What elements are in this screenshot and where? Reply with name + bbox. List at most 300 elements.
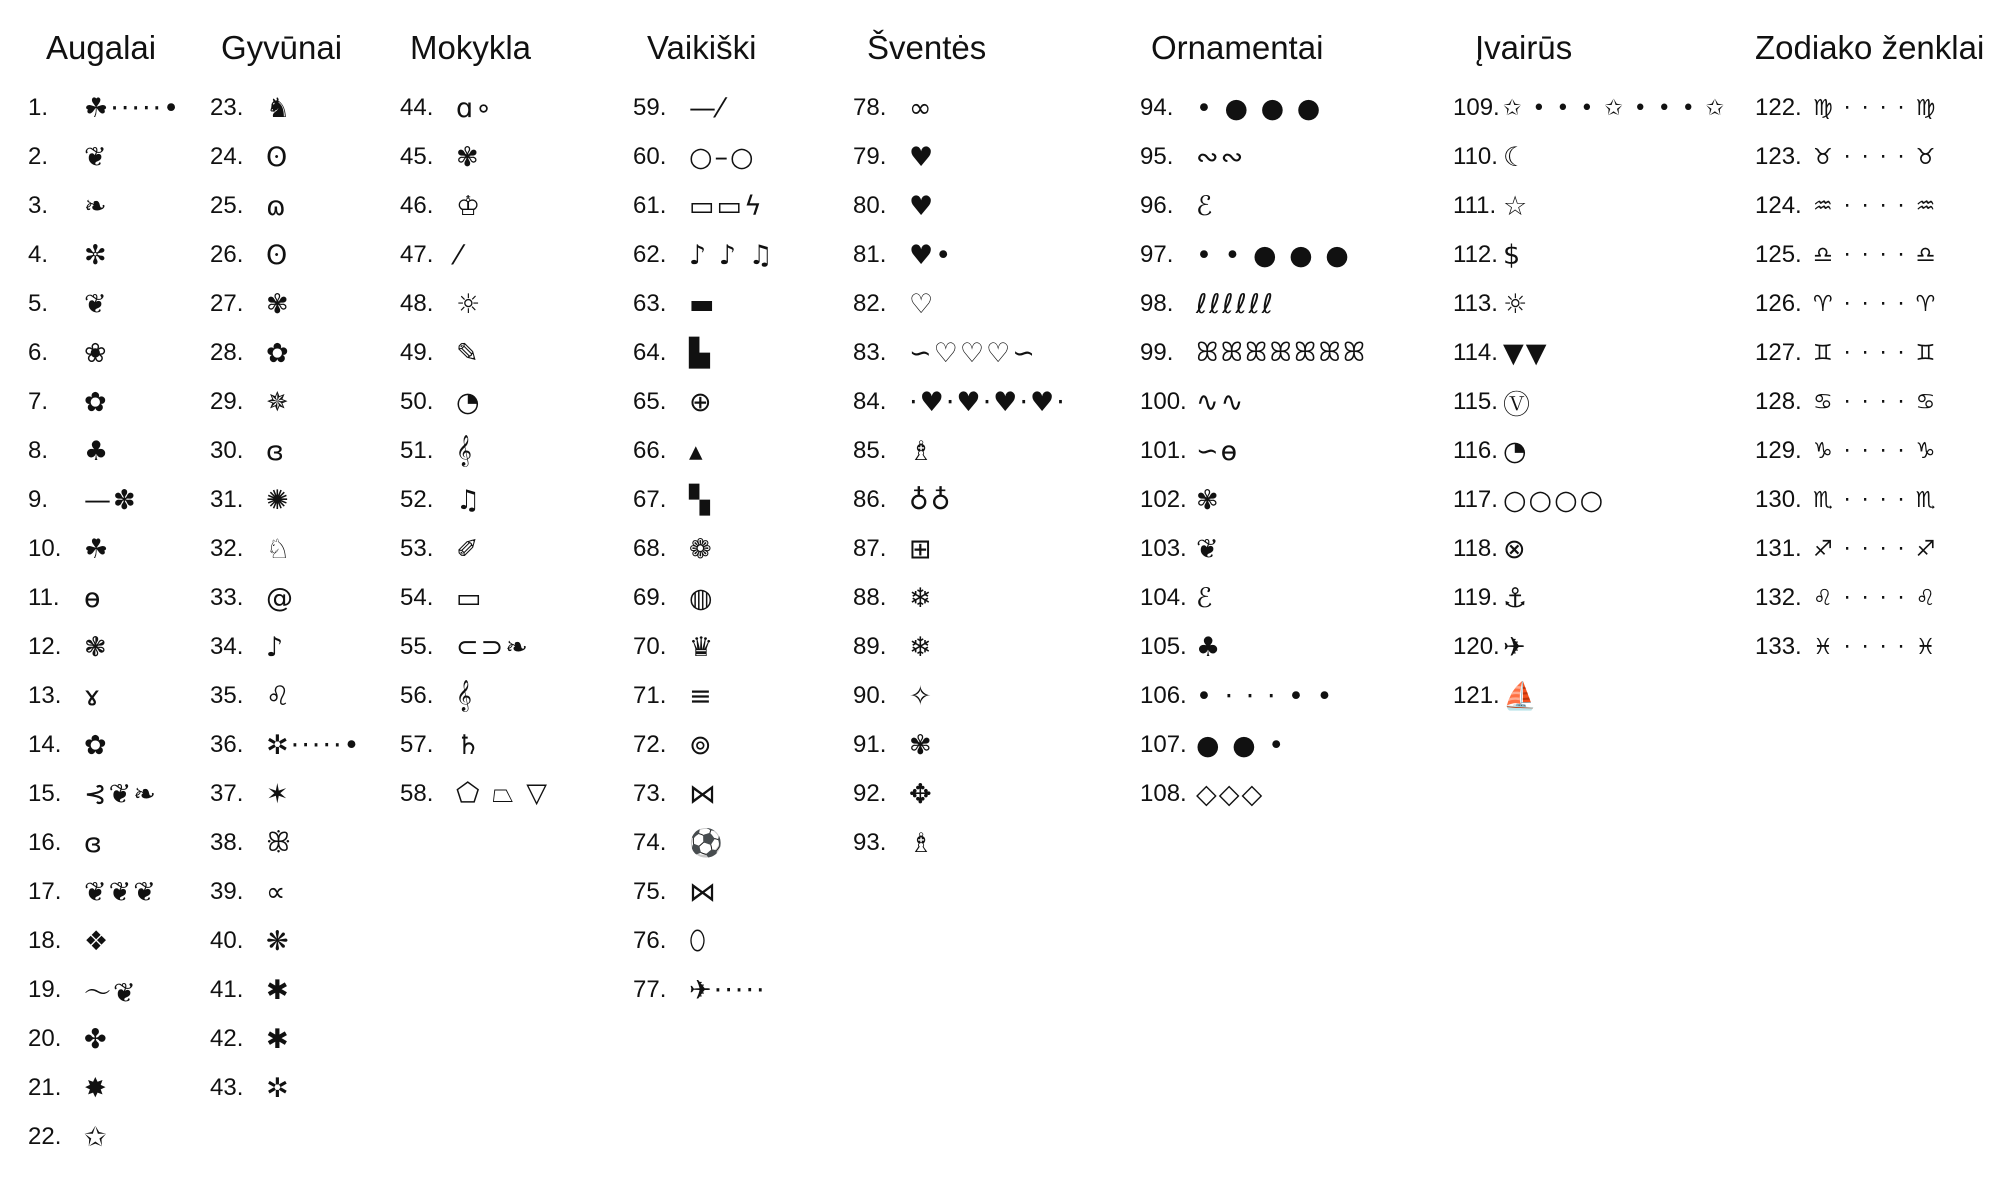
item-number: 78.: [853, 94, 887, 121]
item-number: 75.: [633, 878, 667, 905]
column-title: Mokykla: [410, 29, 532, 66]
item-number: 111.: [1453, 192, 1497, 219]
symbol-item: [1140, 527, 1430, 571]
item-number: 18.: [28, 927, 62, 954]
item-number: 86.: [853, 486, 887, 513]
symbol-icon: ♣: [84, 435, 111, 467]
symbol-icon: ♌: [266, 680, 293, 712]
symbol-icon: ◔: [456, 386, 482, 418]
symbol-icon: ✧: [909, 680, 934, 712]
symbol-icon: ⊗: [1503, 533, 1528, 565]
symbol-icon: ∾∾: [1196, 141, 1246, 173]
item-number: 123.: [1755, 143, 1802, 170]
item-number: 118.: [1453, 535, 1498, 562]
symbol-icon: ∿∿: [1196, 386, 1246, 418]
item-number: 23.: [210, 94, 244, 121]
symbol-item: [1140, 135, 1430, 179]
symbol-item: [1140, 282, 1430, 326]
symbol-icon: ꕤꕤꕤꕤꕤꕤꕤ: [1196, 337, 1368, 368]
symbol-item: [633, 968, 923, 1012]
symbol-item: [1453, 331, 1743, 375]
symbol-icon: ◇◇◇: [1196, 778, 1265, 810]
symbol-icon: ꕥ: [266, 827, 294, 858]
item-number: 21.: [28, 1074, 62, 1101]
item-number: 40.: [210, 927, 244, 954]
symbol-icon: ♗: [909, 435, 936, 467]
symbol-item: [210, 870, 500, 914]
symbol-icon: ✎: [456, 337, 481, 369]
symbol-icon: ⛵: [1503, 681, 1539, 712]
item-number: 107.: [1140, 731, 1187, 758]
item-number: 50.: [400, 388, 434, 415]
symbol-icon: ～❦: [84, 977, 138, 1009]
item-number: 39.: [210, 878, 244, 905]
symbol-icon: ▴: [689, 435, 705, 467]
symbol-icon: ⊚: [689, 729, 714, 761]
symbol-icon: ✾: [266, 288, 291, 320]
symbol-icon: ☆: [1503, 190, 1530, 222]
symbol-icon: ✈·⋅·⋅·: [689, 974, 767, 1006]
symbol-icon: ● ● •: [1196, 729, 1287, 761]
item-number: 57.: [400, 731, 434, 758]
symbol-item: [1140, 184, 1430, 228]
symbol-icon: • • ● ● ●: [1196, 239, 1351, 271]
item-number: 79.: [853, 143, 887, 170]
item-number: 128.: [1755, 388, 1802, 415]
item-number: 112.: [1453, 241, 1498, 268]
symbol-icon: ✥: [909, 778, 934, 810]
item-number: 56.: [400, 682, 434, 709]
item-number: 89.: [853, 633, 887, 660]
symbol-item: [853, 282, 1143, 326]
symbol-icon: ✿: [84, 386, 109, 418]
symbol-icon: ♪ ♪ ♫: [689, 239, 775, 271]
item-number: 84.: [853, 388, 887, 415]
symbol-icon: ▭: [456, 582, 484, 614]
symbol-item: [1140, 86, 1430, 130]
item-number: 22.: [28, 1123, 62, 1150]
symbol-icon: ❦❦❦: [84, 876, 158, 908]
item-number: 132.: [1755, 584, 1802, 611]
symbol-icon: ❄: [909, 582, 934, 614]
item-number: 88.: [853, 584, 887, 611]
symbol-icon: ⊕: [689, 386, 714, 418]
symbol-item: [1140, 723, 1430, 767]
symbol-icon: ✱: [266, 1023, 291, 1055]
item-number: 77.: [633, 976, 667, 1003]
symbol-icon: ʘ: [266, 239, 290, 271]
item-number: 8.: [28, 437, 49, 464]
symbol-item: [1453, 625, 1743, 669]
item-number: 90.: [853, 682, 887, 709]
symbol-icon: ✾: [909, 729, 934, 761]
item-number: 64.: [633, 339, 667, 366]
symbol-icon: ✐: [456, 533, 481, 565]
item-number: 70.: [633, 633, 667, 660]
item-number: 68.: [633, 535, 667, 562]
item-number: 113.: [1453, 290, 1498, 317]
symbol-icon: ♐ ⋅ ⋅ ⋅ ⋅ ♐: [1813, 536, 1938, 562]
symbol-item: [1140, 478, 1430, 522]
item-number: 114.: [1453, 339, 1498, 366]
item-number: 1.: [28, 94, 49, 121]
symbol-icon: ❃: [84, 631, 109, 663]
symbol-icon: ♁♁: [909, 484, 953, 516]
item-number: 61.: [633, 192, 667, 219]
symbol-item: [1140, 380, 1430, 424]
item-number: 34.: [210, 633, 244, 660]
symbol-icon: ℰ: [1196, 582, 1215, 614]
symbol-icon: ▭▭ϟ: [689, 190, 764, 222]
symbol-icon: ♏ ⋅ ⋅ ⋅ ⋅ ♏: [1813, 487, 1938, 513]
item-number: 9.: [28, 486, 49, 513]
item-number: 5.: [28, 290, 49, 317]
item-number: 95.: [1140, 143, 1174, 170]
symbol-icon: ☼: [456, 288, 483, 320]
symbol-icon: ♊ ⋅ ⋅ ⋅ ⋅ ♊: [1813, 340, 1938, 366]
symbol-item: [1755, 135, 2000, 179]
symbol-icon: ✩ • • • ✩ • • • ✩: [1503, 95, 1727, 121]
item-number: 122.: [1755, 94, 1802, 121]
item-number: 37.: [210, 780, 244, 807]
symbol-item: [853, 135, 1143, 179]
item-number: 73.: [633, 780, 667, 807]
symbol-icon: ▚: [689, 484, 712, 516]
item-number: 121.: [1453, 682, 1500, 709]
symbol-item: [1755, 625, 2000, 669]
symbol-icon: ◔: [1503, 435, 1529, 467]
item-number: 110.: [1453, 143, 1498, 170]
symbol-icon: ❖: [84, 925, 111, 957]
symbol-icon: ✸: [84, 1072, 109, 1104]
column-title: Šventės: [867, 29, 987, 66]
symbol-icon: ✺: [266, 484, 291, 516]
item-number: 87.: [853, 535, 887, 562]
symbol-icon: ɵ: [84, 582, 103, 614]
item-number: 119.: [1453, 584, 1498, 611]
item-number: 29.: [210, 388, 244, 415]
item-number: 35.: [210, 682, 244, 709]
item-number: 60.: [633, 143, 667, 170]
symbol-icon: ɑ∘: [456, 92, 495, 124]
symbol-icon: ♥: [909, 141, 936, 173]
symbol-icon: ✿: [84, 729, 109, 761]
item-number: 82.: [853, 290, 887, 317]
symbol-item: [1453, 576, 1743, 620]
symbol-icon: ⋈: [689, 876, 718, 908]
symbol-item: [853, 478, 1143, 522]
item-number: 28.: [210, 339, 244, 366]
symbol-icon: ♞: [266, 92, 293, 124]
symbol-icon: ∽ɵ: [1196, 435, 1240, 467]
symbol-item: [1140, 625, 1430, 669]
item-number: 31.: [210, 486, 244, 513]
item-number: 11.: [28, 584, 60, 611]
symbol-item: [1140, 331, 1430, 375]
symbol-icon: Ⓥ: [1503, 389, 1532, 421]
item-number: 6.: [28, 339, 49, 366]
symbol-icon: @: [266, 582, 295, 614]
item-number: 3.: [28, 192, 49, 219]
symbol-icon: ♪: [266, 631, 286, 663]
item-number: 103.: [1140, 535, 1187, 562]
item-number: 106.: [1140, 682, 1187, 709]
symbol-icon: ♫: [456, 484, 483, 516]
symbol-icon: ⋅♥⋅♥⋅♥⋅♥⋅: [909, 386, 1067, 418]
symbol-icon: ∞: [909, 92, 934, 124]
item-number: 54.: [400, 584, 434, 611]
item-number: 45.: [400, 143, 434, 170]
symbol-icon: ✱: [266, 974, 291, 1006]
item-number: 116.: [1453, 437, 1498, 464]
symbol-item: [633, 919, 923, 963]
item-number: 7.: [28, 388, 49, 415]
symbol-icon: 𝄞: [456, 435, 474, 466]
item-number: 62.: [633, 241, 667, 268]
symbol-item: [853, 821, 1143, 865]
item-number: 2.: [28, 143, 49, 170]
symbol-icon: ⁄: [456, 239, 463, 271]
item-number: 65.: [633, 388, 667, 415]
column-title: Gyvūnai: [221, 29, 343, 66]
item-number: 47.: [400, 241, 434, 268]
symbol-icon: ❦: [84, 141, 109, 173]
symbol-item: [1140, 233, 1430, 277]
symbol-icon: ❀: [84, 337, 109, 369]
symbol-item: [1755, 576, 2000, 620]
symbol-icon: ɷ: [266, 190, 288, 222]
item-number: 13.: [28, 682, 62, 709]
symbol-icon: ⚽: [689, 828, 725, 859]
symbol-item: [1453, 86, 1743, 130]
symbol-icon: • ● ● ●: [1196, 92, 1323, 124]
symbol-item: [1755, 380, 2000, 424]
symbol-icon: ✶: [266, 778, 291, 810]
item-number: 26.: [210, 241, 244, 268]
symbol-item: [1453, 527, 1743, 571]
item-number: 30.: [210, 437, 244, 464]
symbol-icon: ɞ: [84, 827, 104, 859]
symbol-icon: ♥: [909, 190, 936, 222]
symbol-item: [210, 1017, 500, 1061]
symbol-icon: $: [1503, 239, 1523, 271]
item-number: 63.: [633, 290, 667, 317]
symbol-icon: ⋈: [689, 778, 718, 810]
item-number: 58.: [400, 780, 434, 807]
symbol-icon: ♎ ⋅ ⋅ ⋅ ⋅ ♎: [1813, 242, 1938, 268]
symbol-icon: • ⋅ ⋅ ⋅ • •: [1196, 680, 1335, 712]
symbol-icon: ℓℓℓℓℓℓ: [1196, 288, 1275, 320]
item-number: 101.: [1140, 437, 1187, 464]
symbol-icon: ɞ: [266, 435, 286, 467]
symbol-icon: ❧: [84, 190, 109, 222]
item-number: 74.: [633, 829, 667, 856]
symbol-icon: ❦: [1196, 533, 1221, 565]
symbol-item: [1453, 478, 1743, 522]
symbol-icon: ✿: [266, 337, 291, 369]
item-number: 83.: [853, 339, 887, 366]
symbol-item: [210, 968, 500, 1012]
item-number: 49.: [400, 339, 434, 366]
symbol-icon: ♡: [909, 288, 936, 320]
symbol-icon: ♥•: [909, 239, 954, 271]
symbol-icon: ≡: [689, 680, 714, 712]
symbol-item: [853, 86, 1143, 130]
item-number: 46.: [400, 192, 434, 219]
symbol-icon: ♗: [909, 827, 936, 859]
item-number: 44.: [400, 94, 434, 121]
item-number: 133.: [1755, 633, 1802, 660]
symbol-icon: ▼▼: [1503, 337, 1549, 369]
column-title: Vaikiški: [647, 29, 757, 66]
symbol-icon: ♌ ⋅ ⋅ ⋅ ⋅ ♌: [1813, 585, 1938, 611]
symbol-item: [853, 380, 1143, 424]
symbol-icon: ◍: [689, 582, 715, 614]
item-number: 52.: [400, 486, 434, 513]
item-number: 48.: [400, 290, 434, 317]
symbol-icon: ♔: [456, 190, 483, 222]
symbol-item: [1140, 674, 1430, 718]
item-number: 32.: [210, 535, 244, 562]
item-number: 96.: [1140, 192, 1174, 219]
item-number: 98.: [1140, 290, 1174, 317]
symbol-item: [853, 233, 1143, 277]
symbol-icon: ○○○○: [1503, 484, 1606, 516]
item-number: 129.: [1755, 437, 1802, 464]
item-number: 108.: [1140, 780, 1187, 807]
symbol-icon: ✈: [1503, 631, 1528, 663]
item-number: 69.: [633, 584, 667, 611]
item-number: 42.: [210, 1025, 244, 1052]
symbol-icon: ✲·⋅·⋅·•: [266, 729, 362, 761]
item-number: 36.: [210, 731, 244, 758]
item-number: 25.: [210, 192, 244, 219]
symbol-icon: ❦: [84, 288, 109, 320]
symbol-icon: ✤: [84, 1023, 109, 1055]
item-number: 27.: [210, 290, 244, 317]
item-number: 124.: [1755, 192, 1802, 219]
symbol-icon: ⬠ ⏢ ▽: [456, 778, 549, 809]
symbol-icon: ♋ ⋅ ⋅ ⋅ ⋅ ♋: [1813, 389, 1938, 415]
item-number: 14.: [28, 731, 62, 758]
item-number: 117.: [1453, 486, 1498, 513]
symbol-icon: ♣: [1196, 631, 1223, 663]
symbol-item: [1140, 576, 1430, 620]
item-number: 15.: [28, 780, 62, 807]
column-title: Augalai: [46, 29, 157, 66]
item-number: 4.: [28, 241, 49, 268]
symbol-item: [28, 1115, 318, 1159]
item-number: 19.: [28, 976, 62, 1003]
symbol-icon: —✽: [84, 484, 138, 516]
symbol-icon: ❄: [909, 631, 934, 663]
symbol-item: [1755, 282, 2000, 326]
item-number: 59.: [633, 94, 667, 121]
item-number: 41.: [210, 976, 244, 1003]
symbol-item: [1453, 429, 1743, 473]
item-number: 53.: [400, 535, 434, 562]
item-number: 97.: [1140, 241, 1174, 268]
symbol-icon: ∝: [266, 876, 288, 908]
symbol-item: [1755, 331, 2000, 375]
item-number: 67.: [633, 486, 667, 513]
item-number: 80.: [853, 192, 887, 219]
symbol-icon: ✲: [266, 1072, 291, 1104]
symbol-icon: ⚓: [1503, 582, 1530, 614]
item-number: 17.: [28, 878, 62, 905]
symbol-icon: ✾: [456, 141, 481, 173]
symbol-item: [853, 772, 1143, 816]
symbol-icon: ʘ: [266, 141, 290, 173]
column-title: Ornamentai: [1151, 29, 1324, 66]
symbol-icon: ▬: [689, 288, 717, 320]
column-title: Įvairūs: [1475, 29, 1573, 66]
symbol-icon: —⁄: [689, 92, 725, 124]
symbol-item: [853, 527, 1143, 571]
symbol-item: [1453, 135, 1743, 179]
symbol-item: [1755, 86, 2000, 130]
item-number: 109.: [1453, 94, 1500, 121]
symbol-item: [633, 870, 923, 914]
item-number: 81.: [853, 241, 887, 268]
item-number: 100.: [1140, 388, 1187, 415]
symbol-item: [853, 184, 1143, 228]
symbol-item: [1453, 184, 1743, 228]
item-number: 115.: [1453, 388, 1498, 415]
symbol-item: [853, 625, 1143, 669]
item-number: 10.: [28, 535, 62, 562]
symbol-icon: ✩: [84, 1121, 109, 1153]
symbol-item: [1140, 772, 1430, 816]
symbol-item: [853, 723, 1143, 767]
symbol-item: [1453, 380, 1743, 424]
symbol-item: [1453, 282, 1743, 326]
item-number: 94.: [1140, 94, 1174, 121]
symbol-item: [1755, 527, 2000, 571]
symbol-item: [853, 674, 1143, 718]
symbol-icon: ♄: [456, 729, 483, 761]
symbol-icon: ☾: [1503, 141, 1530, 173]
symbol-item: [1453, 233, 1743, 277]
symbol-icon: ⊰❦❧: [84, 778, 158, 810]
item-number: 102.: [1140, 486, 1187, 513]
item-number: 104.: [1140, 584, 1187, 611]
item-number: 72.: [633, 731, 667, 758]
item-number: 120.: [1453, 633, 1500, 660]
item-number: 66.: [633, 437, 667, 464]
item-number: 99.: [1140, 339, 1174, 366]
symbol-icon: ☘: [84, 533, 111, 565]
item-number: 105.: [1140, 633, 1187, 660]
symbol-icon: ❋: [266, 925, 291, 957]
symbol-icon: ♓ ⋅ ⋅ ⋅ ⋅ ♓: [1813, 634, 1938, 660]
symbol-item: [210, 919, 500, 963]
item-number: 38.: [210, 829, 244, 856]
symbol-icon: ♉ ⋅ ⋅ ⋅ ⋅ ♉: [1813, 144, 1938, 170]
symbol-icon: ○–○: [689, 141, 756, 173]
symbol-icon: ♍ ⋅ ⋅ ⋅ ⋅ ♍: [1813, 95, 1938, 121]
symbol-icon: ∽♡♡♡∽: [909, 337, 1037, 369]
item-number: 12.: [28, 633, 62, 660]
item-number: 131.: [1755, 535, 1802, 562]
item-number: 16.: [28, 829, 62, 856]
symbol-icon: ✼: [84, 239, 109, 271]
symbol-item: [853, 429, 1143, 473]
symbol-icon: ⬯: [689, 925, 708, 956]
item-number: 92.: [853, 780, 887, 807]
item-number: 93.: [853, 829, 887, 856]
symbol-icon: ☼: [1503, 288, 1530, 320]
